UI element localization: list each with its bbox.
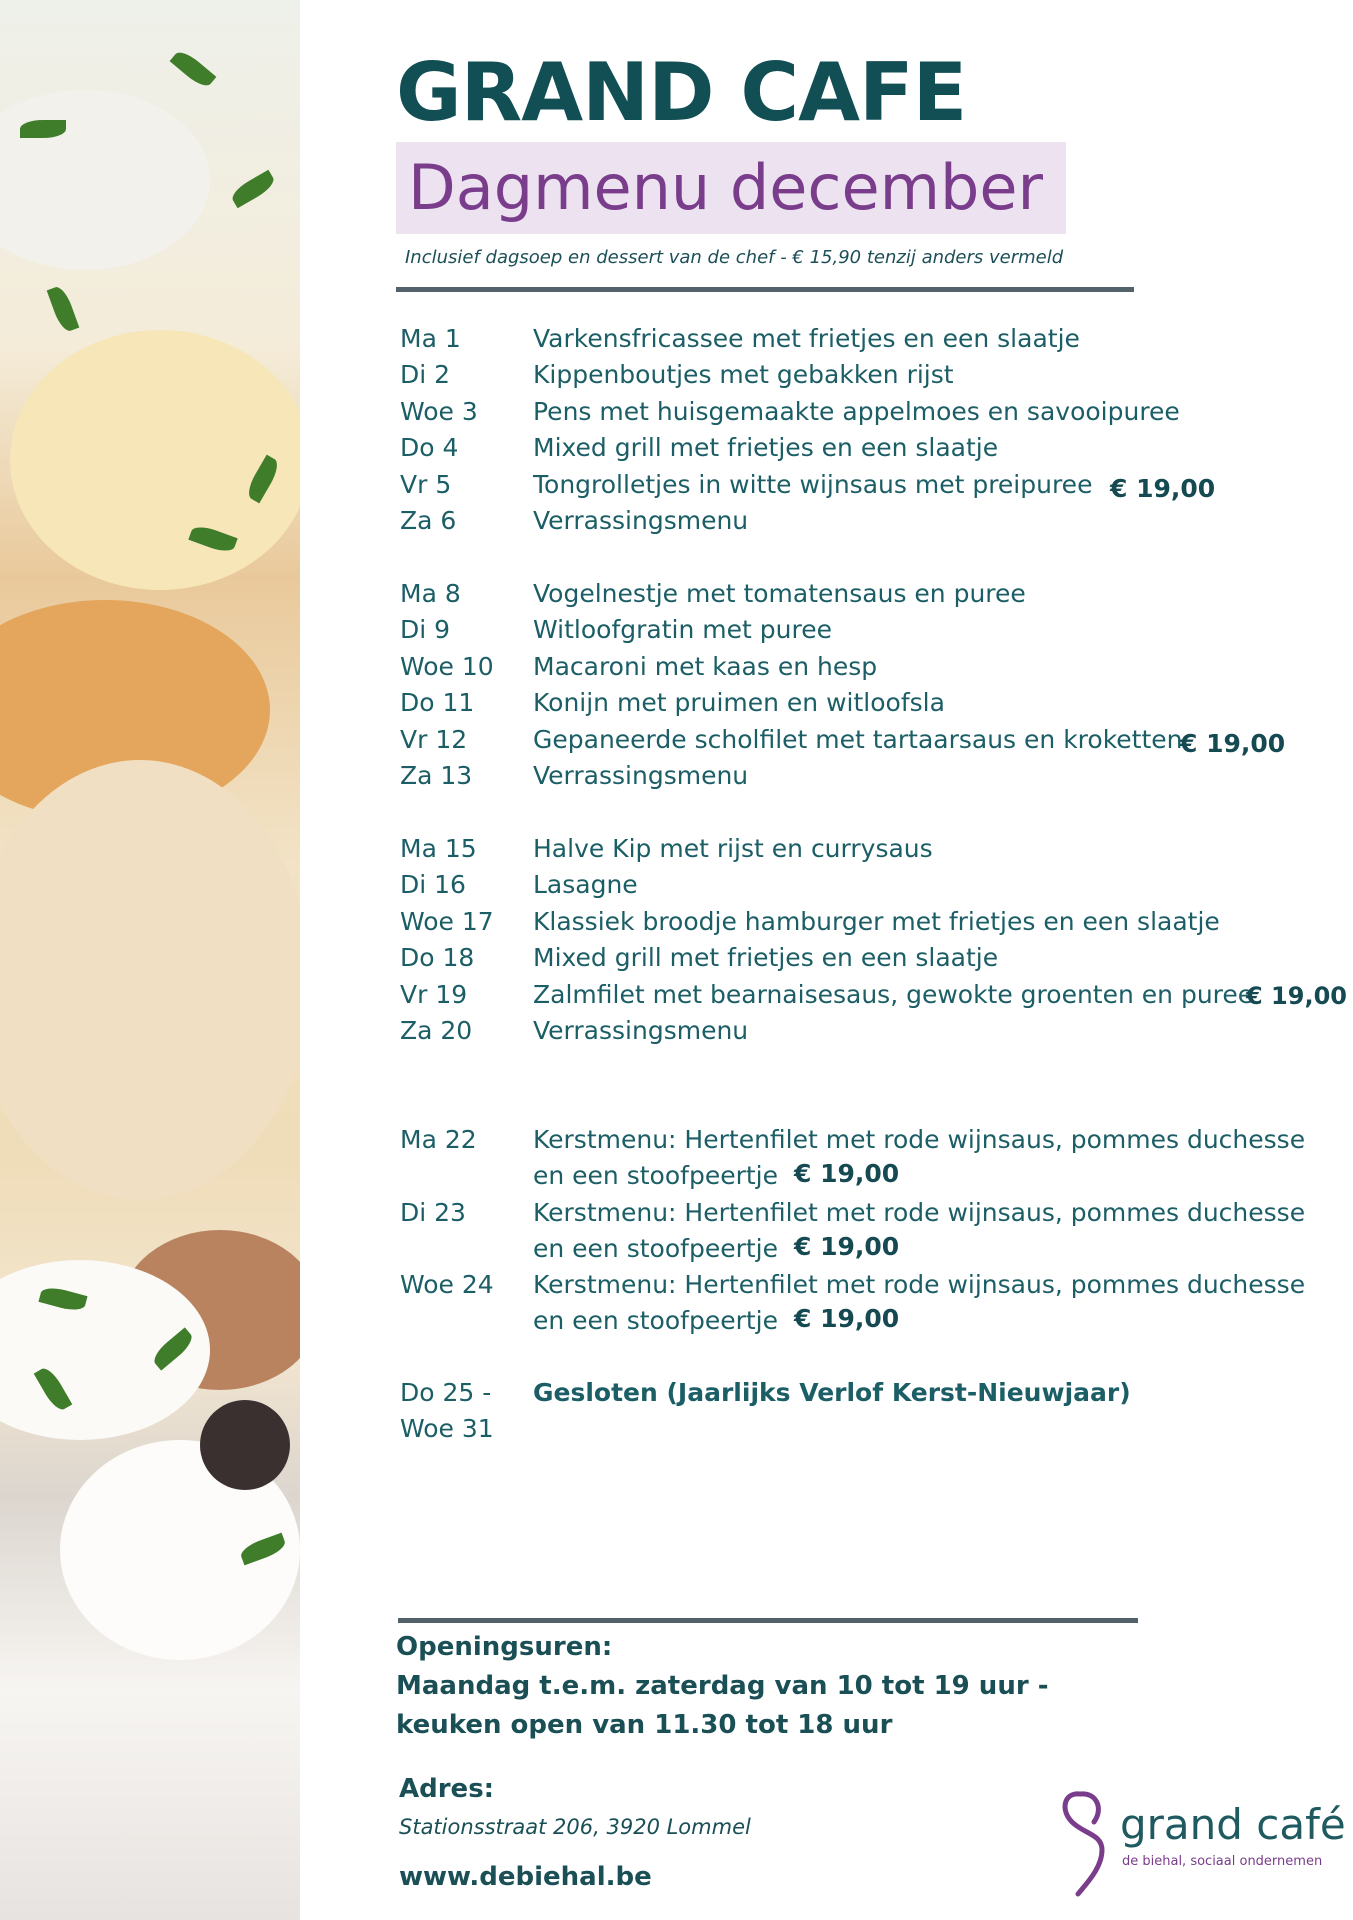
menu-dish: Mixed grill met frietjes en een slaatje [533,943,999,972]
menu-day: Di 23 [400,1198,466,1227]
menu-row [0,433,1353,469]
menu-day: Ma 1 [400,324,461,353]
menu-dish: Konijn met pruimen en witloofsla [533,688,945,717]
menu-row [0,652,1353,688]
logo-tagline: de biehal, sociaal ondernemen [1122,1854,1323,1869]
menu-row [0,1270,1353,1342]
menu-row [0,615,1353,651]
footer-divider [398,1618,1138,1623]
menu-row [0,397,1353,433]
menu-row [0,1378,1353,1450]
menu-row [0,870,1353,906]
menu-day: Woe 3 [400,397,478,426]
menu-dish: Vogelnestje met tomatensaus en puree [533,579,1026,608]
menu-row [0,470,1353,506]
menu-price: € 19,00 [1246,982,1347,1010]
menu-tagline: Inclusief dagsoep en dessert van de chef - € 15,90 tenzij anders vermeld [405,247,1064,268]
menu-day: Woe 24 [400,1270,494,1299]
menu-day: Woe 10 [400,652,494,681]
menu-dish: Macaroni met kaas en hesp [533,652,878,681]
address-heading: Adres: [399,1774,495,1804]
grand-cafe-logo [1058,1788,1346,1898]
hours-line-1: Maandag t.e.m. zaterdag van 10 tot 19 uur - [396,1671,1049,1701]
menu-dish: Mixed grill met frietjes en een slaatje [533,433,999,462]
menu-day: Do 18 [400,943,475,972]
menu-dish: Kippenboutjes met gebakken rijst [533,360,954,389]
menu-row [0,324,1353,360]
menu-dish: Kerstmenu: Hertenfilet met rode wijnsaus, pommes duchesse [533,1270,1306,1299]
menu-row [0,360,1353,396]
menu-dish: Halve Kip met rijst en currysaus [533,834,933,863]
menu-row [0,688,1353,724]
menu-row [0,980,1353,1016]
website-link[interactable]: www.debiehal.be [399,1862,652,1892]
hours-line-2: keuken open van 11.30 tot 18 uur [396,1710,893,1740]
menu-price: € 19,00 [794,1159,900,1188]
menu-day-end: Woe 31 [400,1414,494,1443]
menu-row [0,1198,1353,1270]
menu-dish: Kerstmenu: Hertenfilet met rode wijnsaus, pommes duchesse [533,1198,1306,1227]
menu-dish: Pens met huisgemaakte appelmoes en savooipuree [533,397,1180,426]
logo-wordmark: grand café [1120,1800,1346,1849]
menu-price: € 19,00 [794,1304,900,1333]
menu-day: Vr 5 [400,470,452,499]
menu-day: Do 25 - [400,1378,492,1407]
menu-dish: Gesloten (Jaarlijks Verlof Kerst-Nieuwjaar) [533,1378,1131,1407]
menu-day: Ma 8 [400,579,461,608]
menu-row [0,943,1353,979]
menu-dish: Verrassingsmenu [533,761,749,790]
menu-dish: Verrassingsmenu [533,1016,749,1045]
address: Stationsstraat 206, 3920 Lommel [399,1815,751,1839]
menu-day: Vr 12 [400,725,468,754]
menu-row [0,761,1353,797]
menu-dish: Tongrolletjes in witte wijnsaus met preipuree [533,470,1093,499]
menu-day: Di 16 [400,870,466,899]
menu-row [0,834,1353,870]
menu-price: € 19,00 [1180,729,1286,758]
menu-dish: Verrassingsmenu [533,506,749,535]
menu-day: Di 2 [400,360,451,389]
menu-day: Vr 19 [400,980,468,1009]
menu-row [0,725,1353,761]
hours-heading: Openingsuren: [396,1632,613,1662]
menu-dish: Kerstmenu: Hertenfilet met rode wijnsaus, pommes duchesse [533,1125,1306,1154]
page-subtitle: Dagmenu december [408,151,1044,224]
menu-row [0,907,1353,943]
menu-day: Za 20 [400,1016,473,1045]
menu-day: Woe 17 [400,907,494,936]
heart-ribbon-icon [1058,1788,1118,1898]
page-title: GRAND CAFE [396,46,967,139]
menu-dish: Lasagne [533,870,638,899]
menu-day: Do 4 [400,433,459,462]
menu-dish: Varkensfricassee met frietjes en een slaatje [533,324,1080,353]
header-divider [396,287,1134,292]
menu-day: Ma 22 [400,1125,477,1154]
menu-row [0,1125,1353,1197]
menu-row [0,1016,1353,1052]
menu-price: € 19,00 [1110,474,1216,503]
menu-day: Di 9 [400,615,451,644]
menu-price: € 19,00 [794,1232,900,1261]
menu-dish: Witloofgratin met puree [533,615,832,644]
menu-row [0,506,1353,542]
menu-row [0,579,1353,615]
menu-day: Ma 15 [400,834,477,863]
menu-day: Za 6 [400,506,457,535]
menu-day: Za 13 [400,761,473,790]
menu-dish-continued: en een stoofpeertje [533,1306,778,1335]
menu-dish: Gepaneerde scholfilet met tartaarsaus en kroketten [533,725,1183,754]
menu-dish: Zalmfilet met bearnaisesaus, gewokte groenten en puree [533,980,1254,1009]
menu-dish-continued: en een stoofpeertje [533,1234,778,1263]
menu-dish-continued: en een stoofpeertje [533,1161,778,1190]
menu-dish: Klassiek broodje hamburger met frietjes en een slaatje [533,907,1220,936]
menu-day: Do 11 [400,688,475,717]
